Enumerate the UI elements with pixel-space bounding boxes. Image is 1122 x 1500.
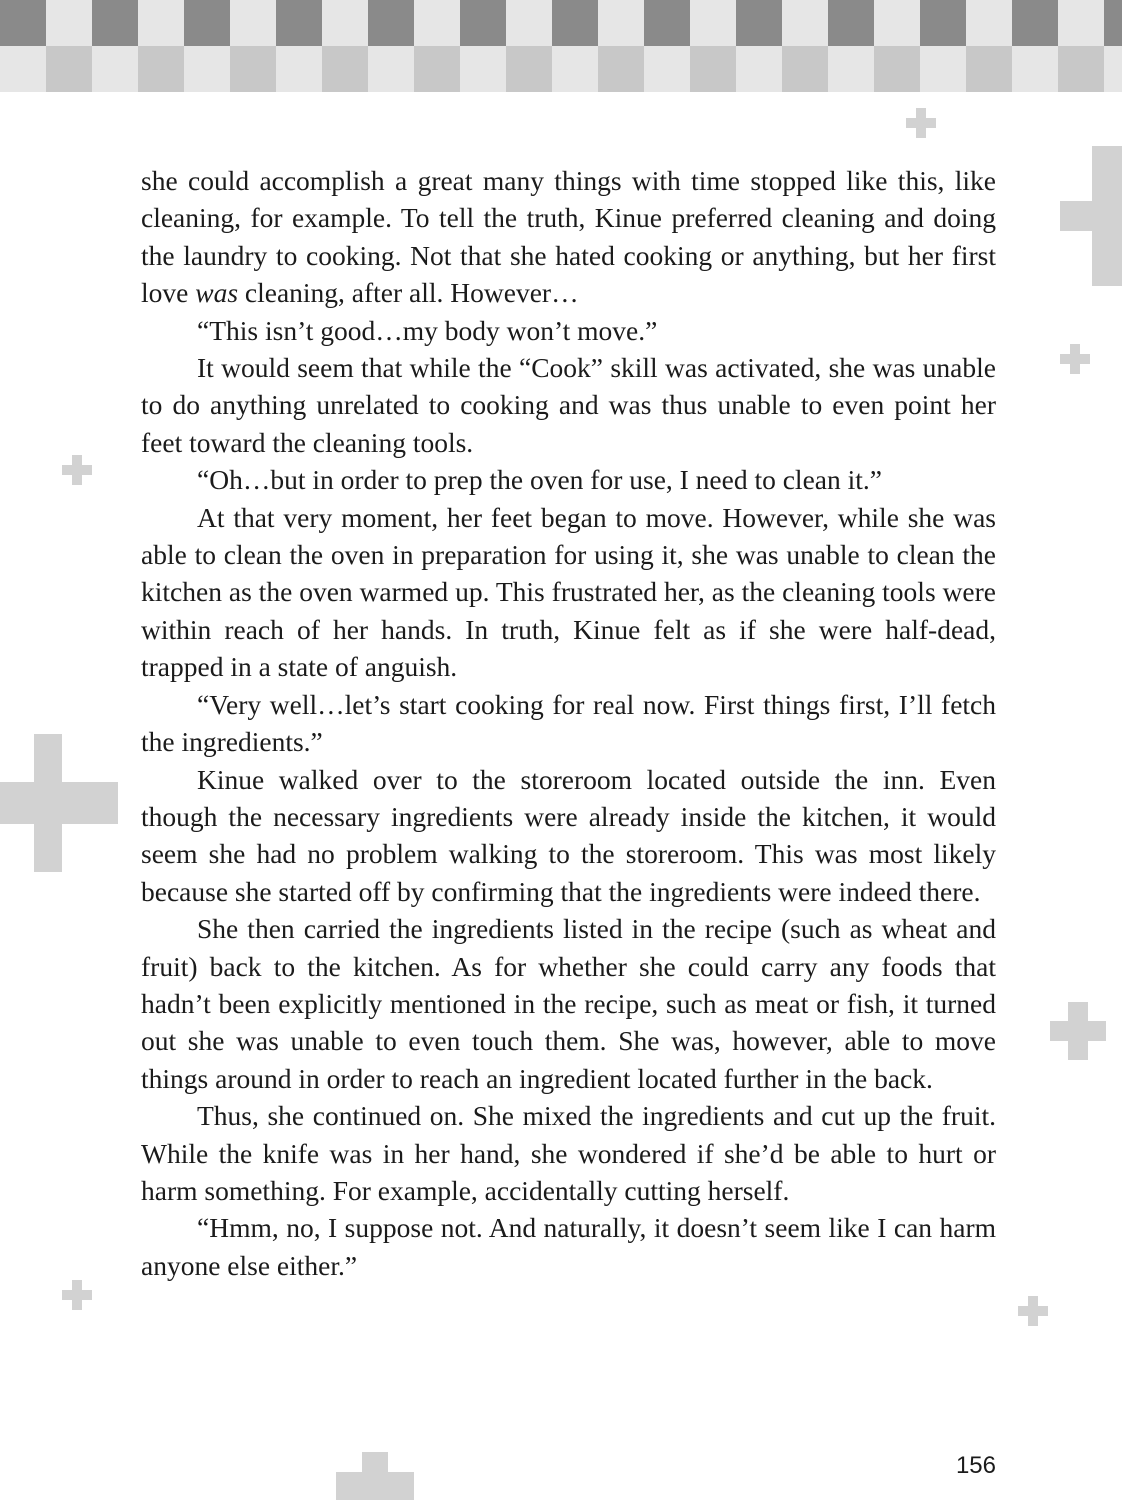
checker-cell: [828, 0, 874, 46]
checker-cell: [460, 0, 506, 46]
checker-cell: [598, 46, 644, 92]
paragraph: Kinue walked over to the storeroom located outside the inn. Even though the necessary ingredients were already inside the kitchen, it would seem she had no problem walking to the storeroom. This was most likely because she started off by confirming that the ingredients were indeed there.: [141, 763, 996, 907]
paragraph: At that very moment, her feet began to move. However, while she was able to clean the oven in preparation for using it, she was unable to clean the kitchen as the oven warmed up. This frustrated her, as the cleaning tools were within reach of her hands. In truth, Kinue felt as if she were half-dead, trapped in a state of anguish.: [141, 501, 996, 683]
sparkle-icon: [62, 1280, 92, 1310]
checker-cell: [736, 0, 782, 46]
large-cross-bottom-icon: [336, 1452, 414, 1500]
dialogue-paragraph: “Oh…but in order to prep the oven for use, I need to clean it.”: [197, 464, 882, 496]
checker-cell: [138, 46, 184, 92]
checker-cell: [874, 46, 920, 92]
checker-cell: [644, 0, 690, 46]
emphasis: was: [195, 277, 239, 309]
large-cross-right-icon: [1060, 146, 1122, 286]
dialogue-paragraph: “This isn’t good…my body won’t move.”: [197, 314, 658, 346]
body-text: [141, 162, 996, 1284]
checkered-header-band: [0, 0, 1122, 92]
checker-cell: [1012, 0, 1058, 46]
large-cross-left-icon: [0, 734, 118, 872]
checker-cell: [230, 46, 276, 92]
checker-cell: [782, 46, 828, 92]
checker-cell: [368, 0, 414, 46]
checker-row-top: [0, 0, 1122, 46]
sparkle-icon: [906, 108, 936, 138]
checker-cell: [0, 0, 46, 46]
dialogue-paragraph: “Very well…let’s start cooking for real now. First things first, I’ll fetch the ingredients.”: [141, 688, 996, 758]
checker-cell: [690, 46, 736, 92]
paragraph: It would seem that while the “Cook” skill was activated, she was unable to do anything unrelated to cooking and was thus unable to even point her feet toward the cleaning tools.: [141, 352, 996, 458]
checker-cell: [506, 46, 552, 92]
paragraph: She then carried the ingredients listed in the recipe (such as wheat and fruit) back to the kitchen. As for whether she could carry any foods that hadn’t been explicitly mentioned in the recipe, such as meat or fish, it turned out she was unable to even touch them. She was, however, able to move things around in order to reach an ingredient located further in the back.: [141, 913, 996, 1094]
sparkle-icon: [62, 455, 92, 485]
checker-cell: [920, 0, 966, 46]
paragraph: she could accomplish a great many things with time stopped like this, like cleaning, for example. To tell the truth, Kinue preferred cleaning and doing the laundry to cooking. Not that she hated cooking or anything, but her first love was cleaning, after all. However…: [141, 165, 996, 309]
checker-cell: [276, 0, 322, 46]
checker-cell: [966, 46, 1012, 92]
checker-cell: [92, 0, 138, 46]
checker-cell: [184, 0, 230, 46]
checker-cell: [1058, 46, 1104, 92]
checker-cell: [46, 46, 92, 92]
checker-row-bottom: [0, 46, 1122, 92]
dialogue-paragraph: “Hmm, no, I suppose not. And naturally, it doesn’t seem like I can harm anyone else either.”: [141, 1212, 996, 1281]
checker-cell: [322, 46, 368, 92]
paragraph: Thus, she continued on. She mixed the ingredients and cut up the fruit. While the knife was in her hand, she wondered if she’d be able to hurt or harm something. For example, accidentally cutting herself.: [141, 1100, 996, 1206]
sparkle-icon: [1018, 1296, 1048, 1326]
page-number: 156: [955, 1452, 996, 1479]
sparkle-icon: [1060, 344, 1090, 374]
sparkle-icon: [1050, 1002, 1106, 1060]
checker-cell: [414, 46, 460, 92]
checker-cell: [1104, 0, 1122, 46]
checker-cell: [552, 0, 598, 46]
